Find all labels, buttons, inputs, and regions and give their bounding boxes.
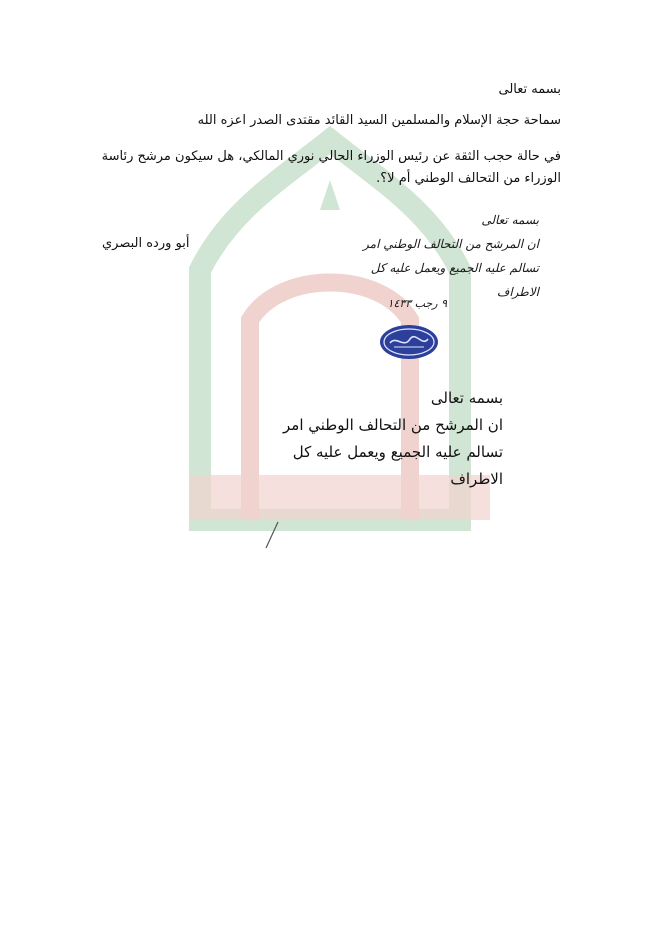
handwritten-line: ان المرشح من التحالف الوطني امر bbox=[363, 237, 539, 251]
typed-line: تسالم عليه الجميع ويعمل عليه كل bbox=[292, 443, 503, 461]
typed-line: بسمه تعالى bbox=[430, 389, 503, 407]
handwritten-answer bbox=[329, 208, 539, 304]
official-seal-icon bbox=[378, 323, 440, 361]
typed-line: ان المرشح من التحالف الوطني امر bbox=[283, 416, 503, 434]
question-text: في حالة حجب الثقة عن رئيس الوزراء الحالي نوري المالكي، هل سيكون مرشح رئاسة الوزراء من التحالف الوطني أم لا؟. bbox=[101, 149, 561, 186]
handwritten-line: الاطراف bbox=[496, 285, 539, 299]
signer-name: أبو ورده البصري bbox=[102, 236, 190, 251]
stray-pen-mark bbox=[262, 520, 282, 550]
handwritten-date: ٩ رجب ١٤٣٣ bbox=[387, 297, 447, 310]
handwritten-line: بسمه تعالى bbox=[481, 213, 539, 227]
bismillah-header: بسمه تعالى bbox=[498, 82, 561, 97]
addressee-line: سماحة حجة الإسلام والمسلمين السيد القائد مقتدى الصدر اعزه الله bbox=[197, 113, 561, 128]
typed-answer bbox=[243, 385, 503, 493]
handwritten-line: تسالم عليه الجميع ويعمل عليه كل bbox=[370, 261, 539, 275]
typed-line: الاطراف bbox=[450, 470, 503, 488]
